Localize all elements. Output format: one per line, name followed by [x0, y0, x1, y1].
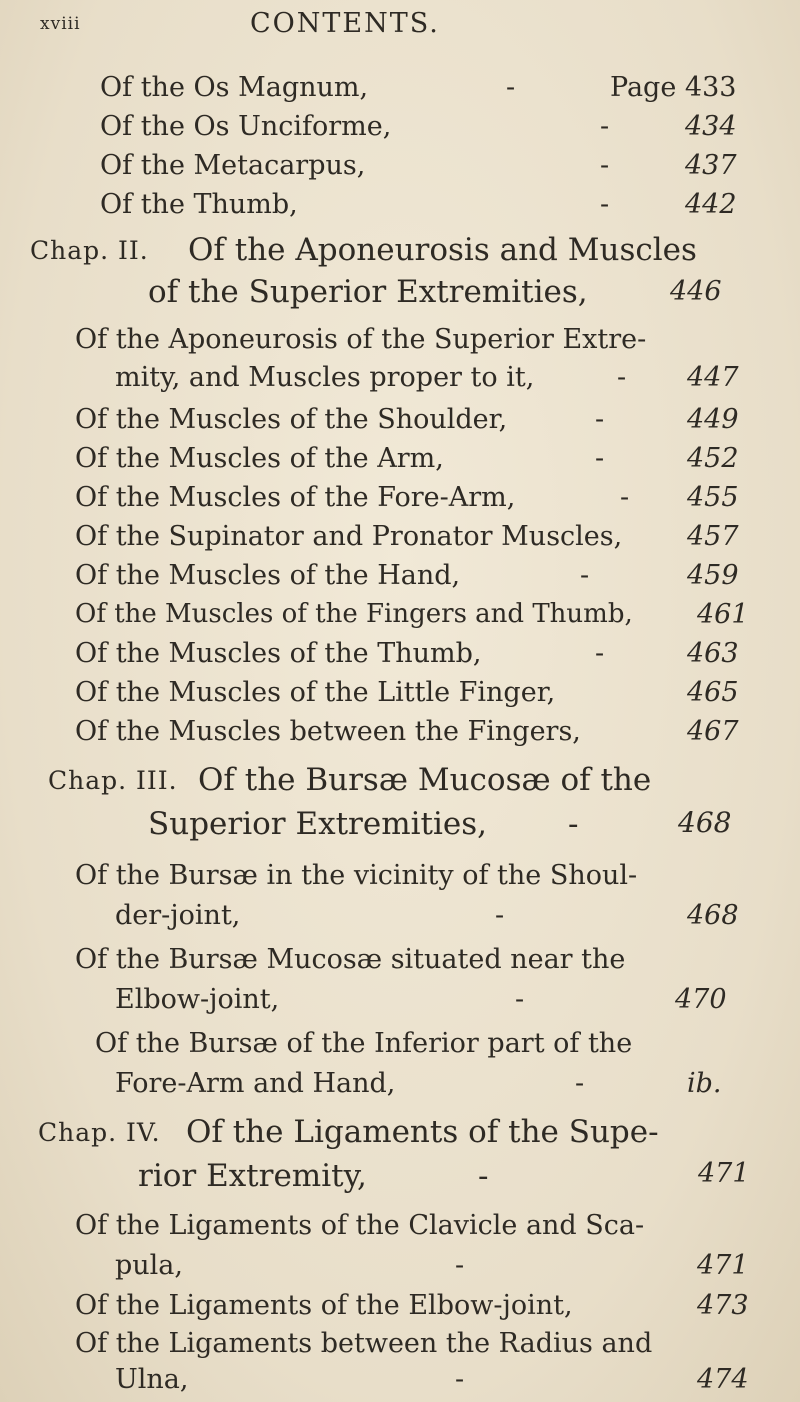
entry-title-cont: mity, and Muscles proper to it,: [115, 362, 535, 393]
toc-entry: [100, 111, 770, 145]
entry-page: ib.: [687, 1068, 722, 1099]
toc-entry: [75, 1210, 770, 1286]
entry-page: 461: [697, 599, 749, 630]
entry-dash: -: [506, 72, 516, 103]
toc-entry: [75, 860, 770, 936]
toc-entry: [75, 1290, 770, 1324]
entry-title: Of the Ligaments of the Elbow-joint,: [75, 1290, 573, 1321]
chapter-heading: [38, 1114, 775, 1200]
entry-dash: -: [515, 984, 525, 1015]
entry-title: Of the Thumb,: [100, 189, 298, 220]
toc-entry: [75, 443, 770, 477]
toc-entry: [75, 560, 770, 594]
entry-page: 467: [687, 716, 739, 747]
chapter-page: 446: [670, 276, 722, 307]
entry-title-cont: Fore-Arm and Hand,: [115, 1068, 396, 1099]
chapter-heading: [48, 762, 775, 848]
entry-title: Of the Muscles of the Fingers and Thumb,: [75, 599, 633, 629]
chapter-title-cont: rior Extremity,: [138, 1158, 367, 1194]
running-title: CONTENTS.: [250, 8, 440, 39]
entry-title: Of the Muscles between the Fingers,: [75, 716, 581, 747]
chapter-title: Of the Bursæ Mucosæ of the: [198, 762, 652, 798]
entry-dash: -: [595, 638, 605, 669]
entry-page: 465: [687, 677, 739, 708]
entry-page: 455: [687, 482, 739, 513]
chapter-heading: [30, 232, 775, 316]
entry-title: Of the Bursæ Mucosæ situated near the: [75, 944, 626, 975]
toc-entry: [100, 189, 770, 223]
toc-entry: [100, 150, 770, 184]
entry-title-cont: Ulna,: [115, 1364, 189, 1395]
entry-title: Of the Aponeurosis of the Superior Extre-: [75, 324, 647, 355]
entry-title: Of the Muscles of the Thumb,: [75, 638, 482, 669]
entry-page: 437: [685, 150, 737, 181]
entry-title-cont: der-joint,: [115, 900, 241, 931]
entry-page: 470: [675, 984, 727, 1015]
entry-title-cont: Elbow-joint,: [115, 984, 280, 1015]
chapter-page: 468: [678, 806, 732, 839]
entry-title: Of the Muscles of the Hand,: [75, 560, 461, 591]
toc-entry: [75, 638, 770, 672]
entry-page: 474: [697, 1364, 749, 1395]
entry-page: 434: [685, 111, 737, 142]
entry-title: Of the Muscles of the Fore-Arm,: [75, 482, 516, 513]
entry-dash: -: [620, 482, 630, 513]
entry-title: Of the Bursæ in the vicinity of the Shoul-: [75, 860, 638, 891]
entry-page: 459: [687, 560, 739, 591]
chapter-dash: -: [478, 1158, 489, 1194]
entry-dash: -: [580, 560, 590, 591]
entry-page: 442: [685, 189, 737, 220]
entry-title: Of the Bursæ of the Inferior part of the: [95, 1028, 633, 1059]
entry-page: 463: [687, 638, 739, 669]
entry-title: Of the Muscles of the Arm,: [75, 443, 444, 474]
entry-title: Of the Os Unciforme,: [100, 111, 392, 142]
entry-page: Page 433: [610, 72, 737, 103]
entry-dash: -: [600, 150, 610, 181]
entry-title: Of the Ligaments between the Radius and: [75, 1328, 653, 1359]
entry-dash: -: [600, 111, 610, 142]
entry-title: Of the Ligaments of the Clavicle and Sca-: [75, 1210, 645, 1241]
toc-entry: [95, 1028, 770, 1104]
entry-page: 471: [697, 1250, 749, 1281]
entry-title: Of the Supinator and Pronator Muscles,: [75, 521, 623, 552]
toc-entry: [75, 404, 770, 438]
chapter-title: Of the Aponeurosis and Muscles: [188, 232, 697, 268]
entry-title-cont: pula,: [115, 1250, 183, 1281]
toc-entry: [75, 599, 770, 633]
folio-number: xviii: [40, 14, 81, 34]
entry-dash: -: [595, 443, 605, 474]
entry-dash: -: [595, 404, 605, 435]
chapter-title: Of the Ligaments of the Supe-: [186, 1114, 659, 1150]
toc-entry: [75, 521, 770, 555]
entry-page: 468: [687, 900, 739, 931]
chapter-title-cont: Superior Extremities,: [148, 806, 487, 842]
toc-entry: [100, 72, 770, 106]
toc-entry: [75, 324, 770, 400]
chapter-label: Chap. III.: [48, 766, 178, 795]
chapter-title-cont: of the Superior Extremities,: [148, 274, 588, 310]
entry-title: Of the Muscles of the Shoulder,: [75, 404, 508, 435]
chapter-label: Chap. IV.: [38, 1118, 161, 1147]
page-header: [0, 8, 800, 44]
toc-entry: [75, 944, 770, 1020]
toc-entry: [75, 716, 770, 750]
entry-title: Of the Os Magnum,: [100, 72, 369, 103]
entry-title: Of the Metacarpus,: [100, 150, 366, 181]
entry-page: 452: [687, 443, 739, 474]
entry-dash: -: [495, 900, 505, 931]
chapter-page: 471: [698, 1158, 750, 1189]
chapter-label: Chap. II.: [30, 236, 149, 265]
toc-entry: [75, 482, 770, 516]
entry-dash: -: [617, 362, 627, 393]
entry-dash: -: [575, 1068, 585, 1099]
entry-title: Of the Muscles of the Little Finger,: [75, 677, 556, 708]
entry-page: 449: [687, 404, 739, 435]
toc-entry: [75, 677, 770, 711]
entry-page: 473: [697, 1290, 749, 1321]
toc-entry: [75, 1328, 770, 1400]
entry-dash: -: [600, 189, 610, 220]
entry-dash: -: [455, 1364, 465, 1395]
entry-page: 447: [687, 362, 739, 393]
entry-page: 457: [687, 521, 739, 552]
entry-dash: -: [455, 1250, 465, 1281]
chapter-dash: -: [568, 806, 579, 842]
